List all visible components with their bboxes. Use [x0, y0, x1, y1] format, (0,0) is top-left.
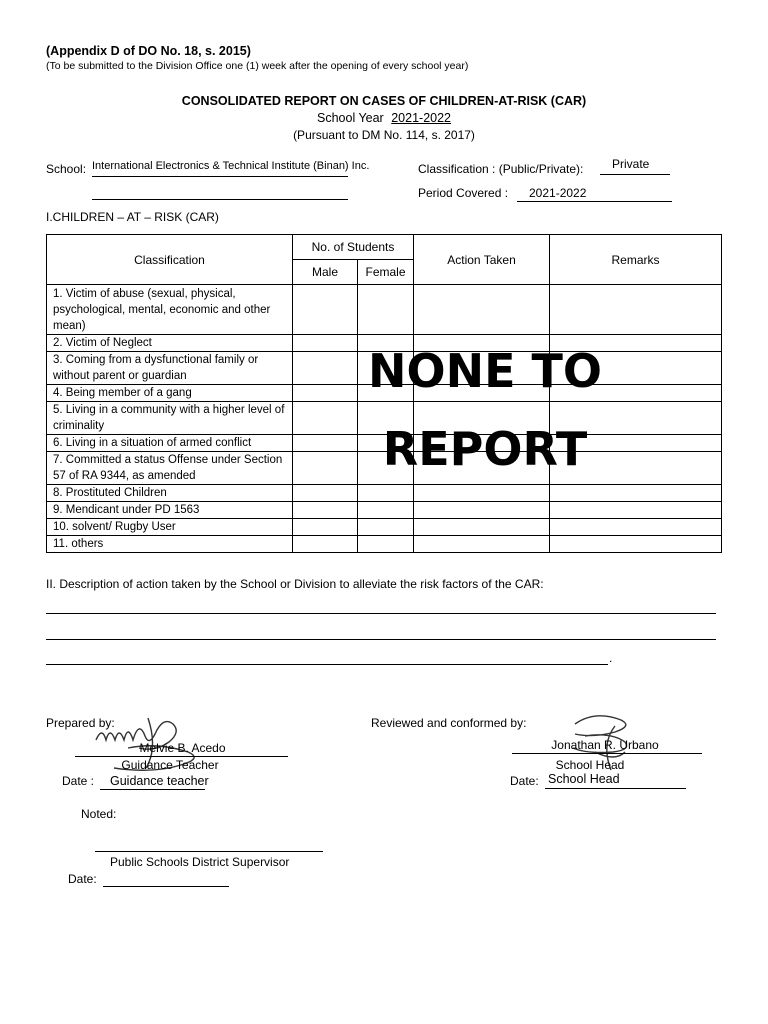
col-male: Male	[293, 260, 358, 285]
row-label: 9. Mendicant under PD 1563	[47, 502, 293, 519]
classification-underline	[600, 174, 670, 175]
col-no-of-students: No. of Students	[293, 235, 414, 260]
row-label: 6. Living in a situation of armed conflict	[47, 435, 293, 452]
appendix-ref: (Appendix D of DO No. 18, s. 2015)	[46, 44, 251, 58]
section-1-title: I.CHILDREN – AT – RISK (CAR)	[46, 210, 219, 224]
row-label: 8. Prostituted Children	[47, 485, 293, 502]
classification-label: Classification : (Public/Private):	[418, 162, 584, 176]
pursuant-note: (Pursuant to DM No. 114, s. 2017)	[293, 128, 475, 142]
none-to-report-line2: REPORT	[382, 422, 588, 476]
prepared-date-value: Guidance teacher	[110, 774, 209, 788]
reviewed-name-underline	[512, 753, 702, 754]
school-label: School:	[46, 162, 87, 176]
table-row	[47, 502, 722, 519]
col-classification: Classification	[47, 235, 293, 285]
row-label: 2. Victim of Neglect	[47, 335, 293, 352]
row-label: 1. Victim of abuse (sexual, physical, psychological, mental, economic and other mean)	[47, 285, 293, 335]
noted-name-underline	[95, 851, 323, 852]
school-year-value: 2021-2022	[391, 111, 451, 125]
reviewed-by-label: Reviewed and conformed by:	[371, 716, 527, 730]
reviewed-date-underline	[545, 788, 686, 789]
submission-note: (To be submitted to the Division Office one (1) week after the opening of every school year)	[46, 60, 469, 72]
row-label: 3. Coming from a dysfunctional family or without parent or guardian	[47, 352, 293, 385]
school-underline	[92, 176, 348, 177]
description-period: .	[609, 651, 613, 665]
description-line-2	[46, 639, 716, 640]
table-row	[47, 536, 722, 553]
row-label: 4. Being member of a gang	[47, 385, 293, 402]
description-line-3	[46, 664, 608, 665]
noted-role: Public Schools District Supervisor	[110, 855, 290, 869]
description-line-1	[46, 613, 716, 614]
reviewed-date-label: Date:	[510, 774, 539, 788]
noted-date-label: Date:	[68, 872, 97, 886]
row-label: 5. Living in a community with a higher level of criminality	[47, 402, 293, 435]
none-to-report-line1: NONE TO	[367, 344, 603, 398]
reviewed-role: School Head	[555, 758, 625, 772]
noted-date-underline	[103, 886, 229, 887]
report-title: CONSOLIDATED REPORT ON CASES OF CHILDREN-AT-RISK (CAR)	[181, 94, 587, 108]
noted-label: Noted:	[81, 807, 117, 821]
school-underline-2	[92, 199, 348, 200]
school-year	[0, 111, 768, 125]
table-row	[47, 519, 722, 536]
period-label: Period Covered :	[418, 186, 509, 200]
row-label: 11. others	[47, 536, 293, 553]
prepared-date-label: Date :	[62, 774, 95, 788]
prepared-name: Melvie B. Acedo	[139, 741, 226, 755]
table-row	[47, 285, 722, 335]
table-row	[47, 485, 722, 502]
school-year-label: School Year	[317, 111, 384, 125]
row-label: 7. Committed a status Offense under Section 57 of RA 9344, as amended	[47, 452, 293, 485]
row-label: 10. solvent/ Rugby User	[47, 519, 293, 536]
prepared-role: Guidance Teacher	[121, 758, 219, 772]
col-action-taken: Action Taken	[414, 235, 550, 285]
prepared-date-underline	[100, 789, 205, 790]
reviewed-date-value: School Head	[548, 772, 620, 786]
reviewed-name: Jonathan R. Urbano	[551, 738, 659, 752]
col-remarks: Remarks	[550, 235, 722, 285]
classification-value: Private	[612, 157, 650, 171]
period-value: 2021-2022	[529, 186, 587, 200]
period-underline	[517, 201, 672, 202]
prepared-name-underline	[75, 756, 288, 757]
section-2-title: II. Description of action taken by the School or Division to alleviate the risk factors of the CAR:	[46, 577, 544, 591]
school-value: International Electronics & Technical Institute (Binan) Inc.	[92, 160, 370, 172]
prepared-by-label: Prepared by:	[46, 716, 115, 730]
col-female: Female	[358, 260, 414, 285]
